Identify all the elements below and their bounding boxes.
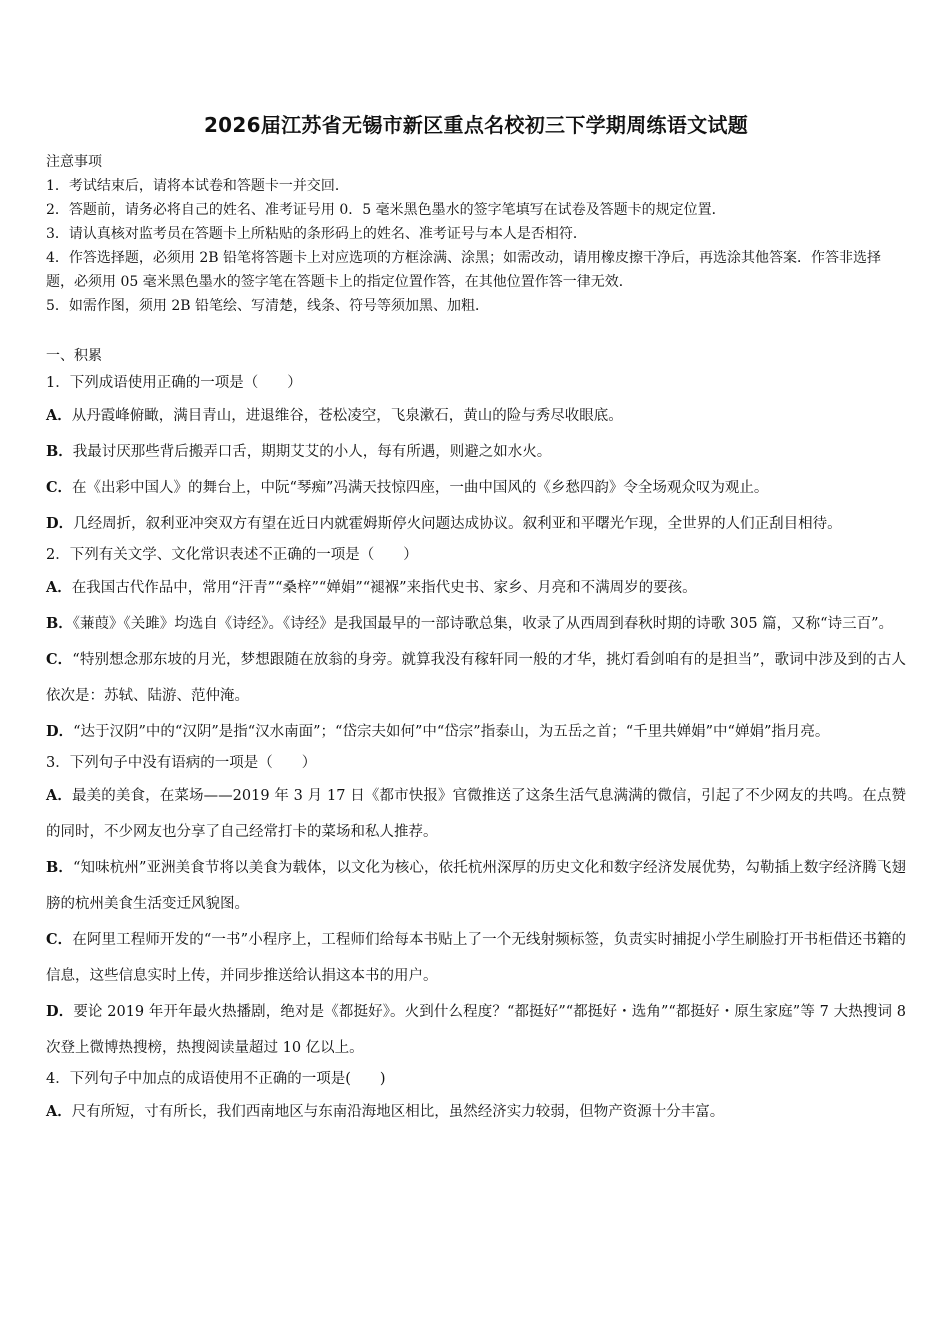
option-d <box>46 994 906 1066</box>
option-letter: C． <box>46 479 73 496</box>
page-title: 2026届江苏省无锡市新区重点名校初三下学期周练语文试题 <box>203 113 749 137</box>
option-b <box>46 606 906 642</box>
option-b <box>46 434 906 470</box>
notice-item: 5．如需作图，须用 2B 铅笔绘、写清楚，线条、符号等须加黑、加粗． <box>46 298 490 314</box>
notice-item: 3．请认真核对监考员在答题卡上所粘贴的条形码上的姓名、准考证号与本人是否相符． <box>46 226 587 242</box>
notice-block <box>46 150 906 318</box>
question-stem: 4．下列句子中加点的成语使用不正确的一项是( ) <box>46 1071 386 1087</box>
question-stem: 3．下列句子中没有语病的一项是（ ） <box>46 755 317 771</box>
option-letter: D． <box>46 515 74 532</box>
option-c <box>46 922 906 994</box>
notice-heading: 注意事项 <box>46 154 102 170</box>
option-d <box>46 714 906 750</box>
option-text: 在《出彩中国人》的舞台上，中阮“琴痴”冯满天技惊四座，一曲中国风的《乡愁四韵》令全场观众叹为观止。 <box>72 480 769 496</box>
option-letter: D． <box>46 723 74 740</box>
option-text: 几经周折，叙利亚冲突双方有望在近日内就霍姆斯停火问题达成协议。叙利亚和平曙光乍现，全世界的人们正刮目相待。 <box>73 516 842 532</box>
option-text: 最美的美食，在菜场——2019 年 3 月 17 日《都市快报》官微推送了这条生活气息满满的微信，引起了不少网友的共鸣。在点赞的同时，不少网友也分享了自己经常打卡的菜场和私人推荐。 <box>46 788 906 840</box>
option-text: 在阿里工程师开发的“一书”小程序上，工程师们给每本书贴上了一个无线射频标签，负责实时捕捉小学生刷脸打开书柜借还书籍的信息，这些信息实时上传，并同步推送给认捐这本书的用户。 <box>46 932 907 984</box>
option-letter: A． <box>46 787 73 804</box>
option-letter: D． <box>46 1003 74 1020</box>
option-text: “知味杭州”亚洲美食节将以美食为载体，以文化为核心，依托杭州深厚的历史文化和数字经济发展优势，勾勒插上数字经济腾飞翅膀的杭州美食生活变迁风貌图。 <box>46 860 906 912</box>
option-b <box>46 850 906 922</box>
option-text: 尺有所短，寸有所长，我们西南地区与东南沿海地区相比，虽然经济实力较弱，但物产资源十分丰富。 <box>71 1104 725 1120</box>
option-text: 在我国古代作品中，常用“汗青”“桑梓”“婵娟”“褪褓”来指代史书、家乡、月亮和不满周岁的要孩。 <box>71 580 697 596</box>
option-a <box>46 398 906 434</box>
option-letter: C． <box>46 651 73 668</box>
question-stem: 1．下列成语使用正确的一项是（ ） <box>46 375 302 391</box>
notice-item: 1．考试结束后，请将本试卷和答题卡一并交回． <box>46 178 349 194</box>
option-letter: A． <box>46 579 72 596</box>
question-stem: 2．下列有关文学、文化常识表述不正确的一项是（ ） <box>46 547 418 563</box>
question-1 <box>46 370 906 542</box>
option-letter: B． <box>46 443 73 460</box>
option-letter: B． <box>46 615 73 632</box>
question-4 <box>46 1066 906 1130</box>
option-d <box>46 506 906 542</box>
question-3 <box>46 750 906 1066</box>
option-letter: C． <box>46 931 73 948</box>
question-2 <box>46 542 906 750</box>
option-text: 我最讨厌那些背后搬弄口舌，期期艾艾的小人，每有所遇，则避之如水火。 <box>72 444 552 460</box>
option-a <box>46 778 906 850</box>
option-letter: A． <box>46 1103 72 1120</box>
notice-item: 4．作答选择题，必须用 2B 铅笔将答题卡上对应选项的方框涂满、涂黑；如需改动，请用橡皮擦干净后，再选涂其他答案．作答非选择题，必须用 05 毫米黑色墨水的签字笔在答题卡上的指定位置作答，在其他位置作答一律无效． <box>46 250 881 290</box>
option-text: “达于汉阴”中的“汉阴”是指“汉水南面”；“岱宗夫如何”中“岱宗”指泰山，为五岳之首；“千里共婵娟”中“婵娟”指月亮。 <box>73 724 830 740</box>
option-c <box>46 470 906 506</box>
option-a <box>46 1094 906 1130</box>
option-text: “特别想念那东坡的月光，梦想跟随在放翁的身旁。就算我没有稼轩同一般的才华，挑灯看剑咱有的是担当”，歌词中涉及到的古人依次是：苏轼、陆游、范仲淹。 <box>46 652 907 704</box>
option-c <box>46 642 906 714</box>
notice-item: 2．答题前，请务必将自己的姓名、准考证号用 0．5 毫米黑色墨水的签字笔填写在试卷及答题卡的规定位置． <box>46 202 726 218</box>
option-letter: A． <box>46 407 72 424</box>
option-a <box>46 570 906 606</box>
option-text: 《蒹葭》《关雎》均选自《诗经》。《诗经》是我国最早的一部诗歌总集，收录了从西周到春秋时期的诗歌 305 篇，又称“诗三百”。 <box>72 616 893 632</box>
option-text: 要论 2019 年开年最火热播剧，绝对是《都挺好》。火到什么程度？“都挺好”“都挺好・选角”“都挺好・原生家庭”等 7 大热搜词 8 次登上微博热搜榜，热搜阅读量超过 10 亿以上。 <box>46 1004 907 1056</box>
section-heading: 一、积累 <box>46 348 102 364</box>
option-letter: B． <box>46 859 73 876</box>
option-text: 从丹霞峰俯瞰，满目青山，进退维谷，苍松凌空，飞泉漱石，黄山的险与秀尽收眼底。 <box>71 408 623 424</box>
